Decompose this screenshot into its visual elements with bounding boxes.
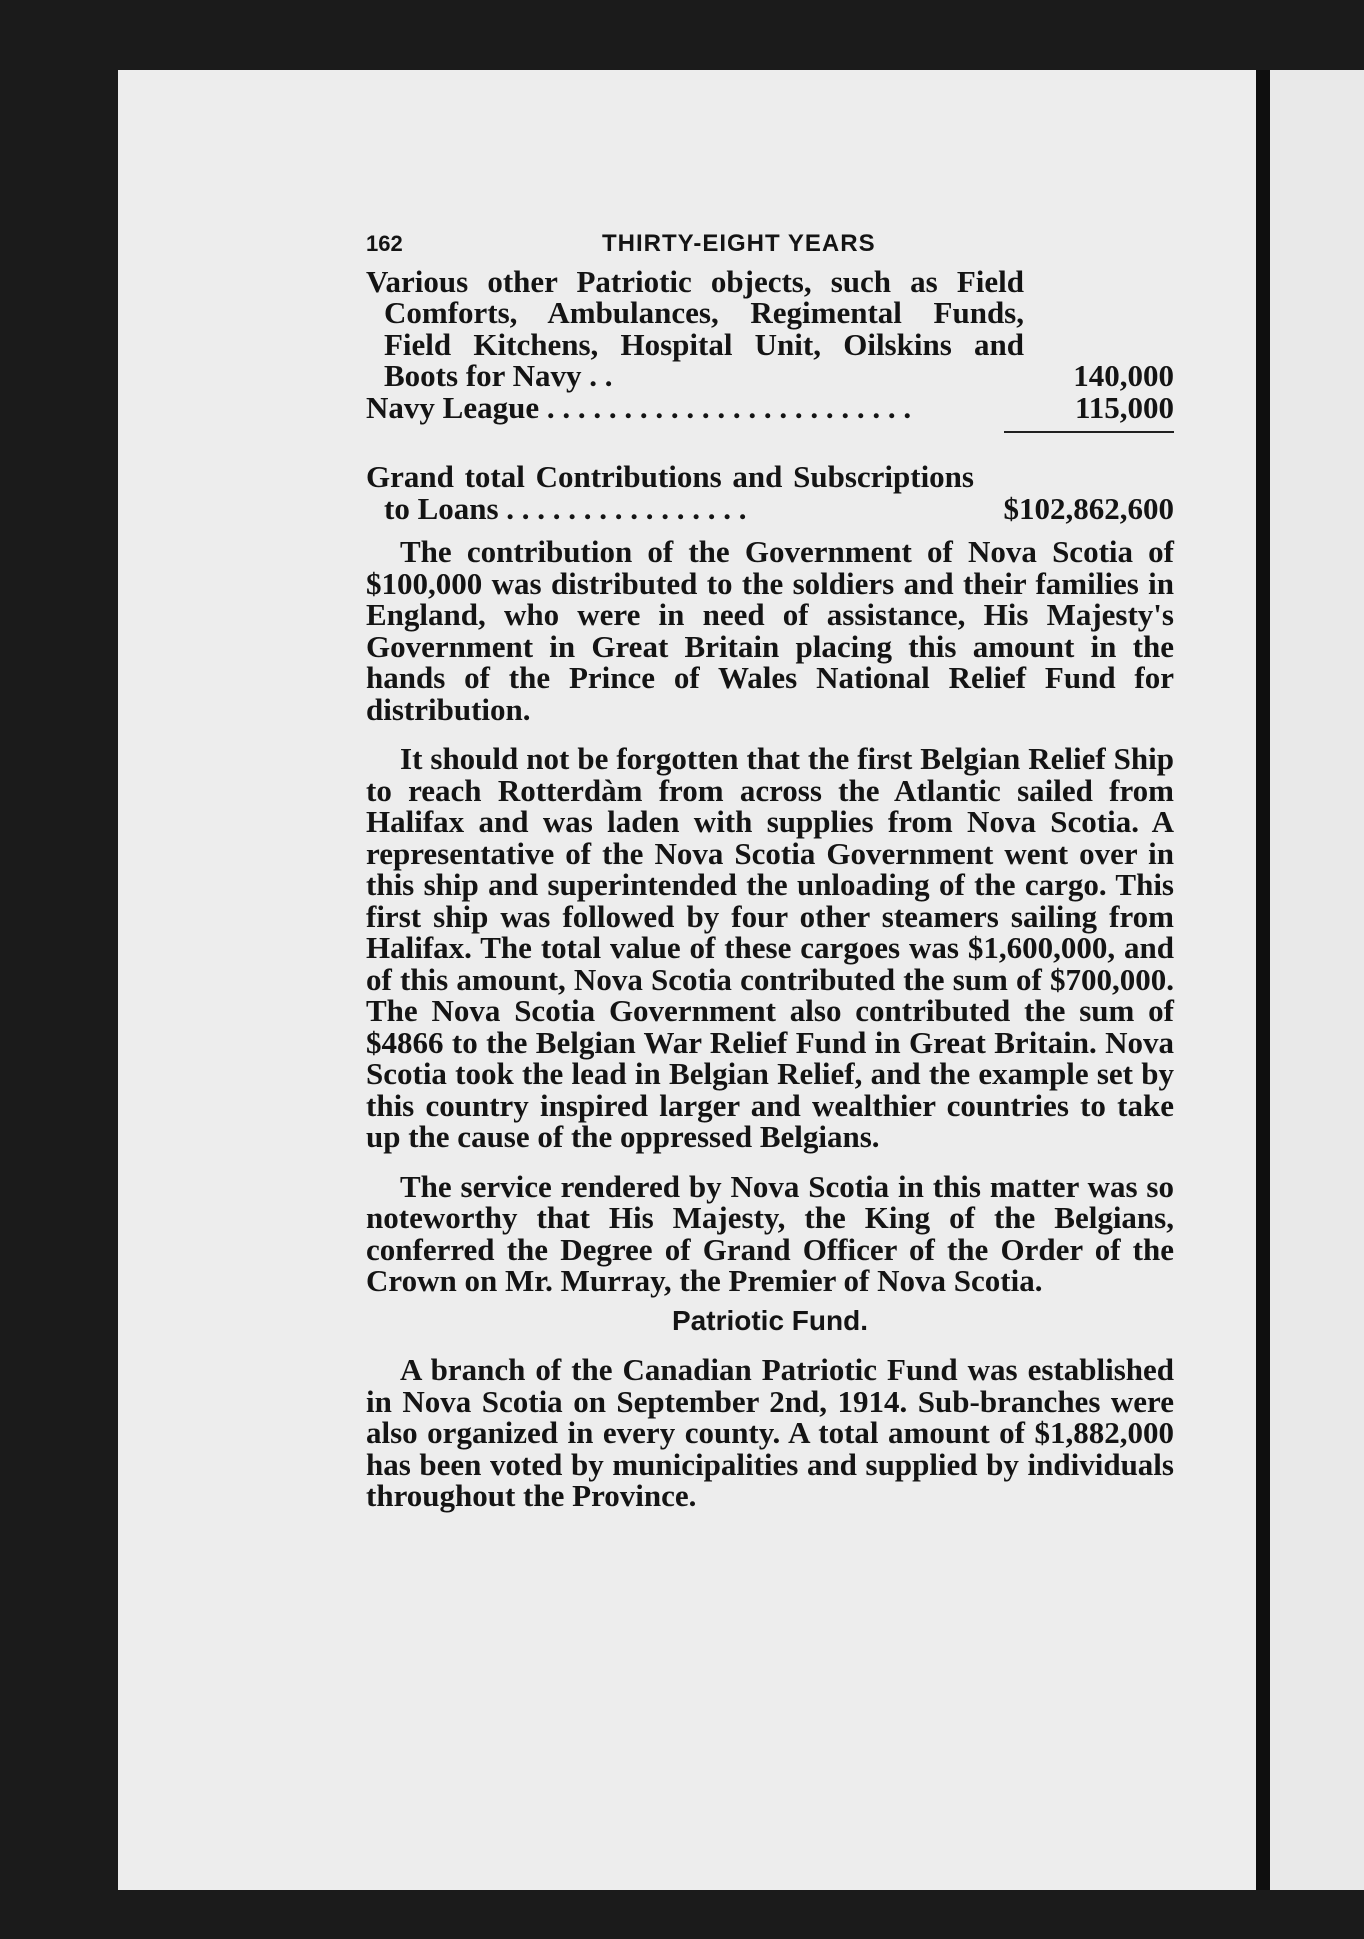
total-rule-row <box>366 431 1174 433</box>
ledger-amount: 140,000 <box>1073 358 1174 393</box>
ledger-label: Navy League . . . . . . . . . . . . . . . . . . . . . . . . <box>366 389 912 425</box>
running-head <box>366 228 1174 260</box>
page-number: 162 <box>366 231 403 256</box>
page-text <box>366 228 1174 1512</box>
paragraph: It should not be forgotten that the first Belgian Relief Ship to reach Rotterdàm from across the Atlantic sailed from Halifax and was laden with supplies from Nova Scotia. A representative of the Nova Scotia Government went over in this ship and superintended the unloading of the cargo. This first ship was followed by four other steamers sailing from Halifax. The total value of these cargoes was $1,600,000, and of this amount, Nova Scotia contributed the sum of $700,000. The Nova Scotia Government also contributed the sum of $4866 to the Belgian War Relief Fund in Great Britain. Nova Scotia took the lead in Belgian Relief, and the example set by this country inspired larger and wealthier countries to take up the cause of the oppressed Belgians. <box>366 741 1174 1154</box>
facing-page-edge <box>1270 70 1364 1890</box>
book-gutter <box>1256 70 1270 1890</box>
total-rule <box>1004 431 1174 433</box>
paragraph: A branch of the Canadian Patriotic Fund was established in Nova Scotia on September 2nd, 1914. Sub-branches were also organized in every county. A total amount of $1,882,000 has been voted by municipalities and supplied by individuals throughout the Province. <box>366 1352 1174 1513</box>
ledger-row <box>366 263 1174 393</box>
grand-total-label: Grand total Contributions and Subscriptions to Loans . . . . . . . . . . . . . . . . <box>366 459 974 526</box>
running-title: THIRTY-EIGHT YEARS <box>602 230 876 257</box>
paragraph: The contribution of the Government of Nova Scotia of $100,000 was distributed to the soldiers and their families in England, who were in need of assistance, His Majesty's Government in Great Britain placing this amount in the hands of the Prince of Wales National Relief Fund for distribution. <box>366 534 1174 727</box>
ledger-amount: 115,000 <box>1074 389 1174 425</box>
grand-total-amount: $102,862,600 <box>1003 490 1174 526</box>
grand-total-row <box>366 461 1174 524</box>
ledger-row <box>366 389 1174 425</box>
paragraph: The service rendered by Nova Scotia in this matter was so noteworthy that His Majesty, the King of the Belgians, conferred the Degree of Grand Officer of the Order of the Crown on Mr. Murray, the Premier of Nova Scotia. <box>366 1168 1174 1298</box>
ledger-label: Various other Patriotic objects, such as Field Comforts, Ambulances, Regimental Funds, Field Kitchens, Hospital Unit, Oilskins and Boots for Navy . . <box>366 263 1024 393</box>
section-heading: Patriotic Fund. <box>672 1304 868 1336</box>
